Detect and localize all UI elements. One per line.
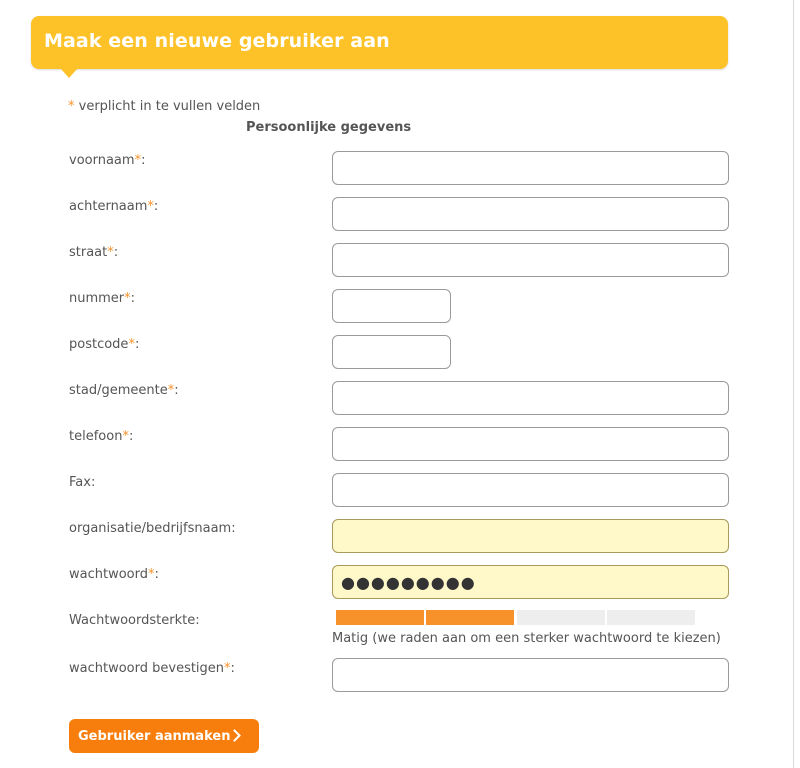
first-name-input[interactable] <box>332 151 729 185</box>
strength-segment-4 <box>607 610 695 625</box>
page-title: Maak een nieuwe gebruiker aan <box>44 30 390 52</box>
organization-input[interactable] <box>332 519 729 553</box>
required-star: * <box>68 99 75 114</box>
confirm-password-label: wachtwoord bevestigen*: <box>69 661 235 676</box>
street-input[interactable] <box>332 243 729 277</box>
strength-segment-2 <box>426 610 514 625</box>
banner-pointer <box>61 69 77 78</box>
house-number-input[interactable] <box>332 289 451 323</box>
strength-segment-3 <box>517 610 605 625</box>
phone-label: telefoon*: <box>69 429 134 444</box>
postcode-label: postcode*: <box>69 337 140 352</box>
required-note-text: verplicht in te vullen velden <box>78 99 261 114</box>
organization-label: organisatie/bedrijfsnaam: <box>69 521 236 536</box>
password-input[interactable] <box>332 565 729 599</box>
city-label: stad/gemeente*: <box>69 383 179 398</box>
last-name-input[interactable] <box>332 197 729 231</box>
house-number-label: nummer*: <box>69 291 136 306</box>
section-title: Persoonlijke gegevens <box>246 120 412 135</box>
page-header-banner <box>31 16 728 69</box>
password-label: wachtwoord*: <box>69 567 159 582</box>
last-name-label: achternaam*: <box>69 199 159 214</box>
create-user-button[interactable] <box>69 719 259 753</box>
password-strength-label: Wachtwoordsterkte: <box>69 613 200 628</box>
first-name-label: voornaam*: <box>69 153 146 168</box>
street-label: straat*: <box>69 245 119 260</box>
fax-input[interactable] <box>332 473 729 507</box>
required-fields-note <box>68 99 260 114</box>
fax-label: Fax: <box>69 475 96 490</box>
phone-input[interactable] <box>332 427 729 461</box>
password-strength-message: Matig (we raden aan om een sterker wachtwoord te kiezen) <box>332 631 721 646</box>
create-user-button-label: Gebruiker aanmaken <box>78 728 231 744</box>
confirm-password-input[interactable] <box>332 658 729 692</box>
postcode-input[interactable] <box>332 335 451 369</box>
page-border <box>793 0 794 768</box>
strength-segment-1 <box>336 610 424 625</box>
city-input[interactable] <box>332 381 729 415</box>
